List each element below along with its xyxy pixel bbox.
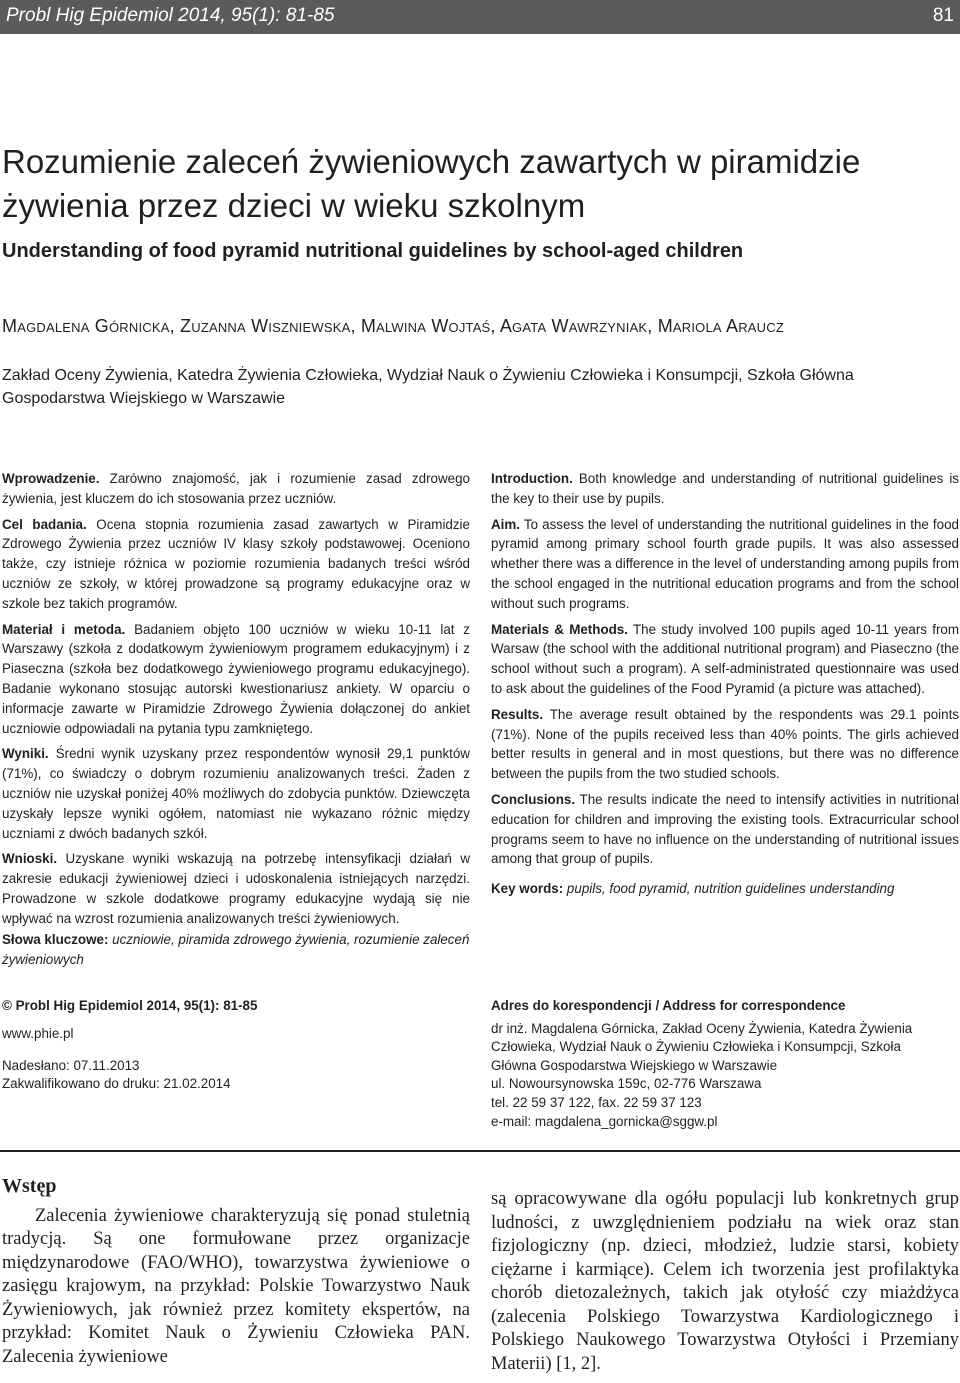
keywords-text: pupils, food pyramid, nutrition guidelines understanding [566, 881, 895, 897]
running-header [0, 0, 960, 34]
address-heading: Adres do korespondencji / Address for correspondence [491, 998, 846, 1013]
section-text: The average result obtained by the respondents was 29.1 points (71%). None of the pupils received less than 40% points. The girls achieved better results in general and in most questions, but there was no difference between the pupils from the two studied schools. [491, 706, 959, 782]
section-text: Średni wynik uzyskany przez respondentów wynosił 29,1 punktów (71%), co świadczy o dobrym rozumieniu analizowanych treści. Żaden z uczniów nie uzyskał poniżej 40% możliwych do zdobycia punktów. Dziewczęta uzyskały lepsze wyniki ogółem, natomiast nie wykazano różnic między uczniami z dwóch badanych szkół. [2, 746, 470, 841]
body-column-right [491, 1188, 959, 1376]
section-head: Wnioski. [2, 851, 58, 867]
email-link[interactable]: e-mail: magdalena_gornicka@sggw.pl [491, 1113, 718, 1129]
correspondence-address [491, 997, 956, 1131]
copyright-citation: © Probl Hig Epidemiol 2014, 95(1): 81-85 [2, 998, 258, 1013]
abstract-section [2, 744, 470, 843]
body-column-left [2, 1175, 470, 1369]
abstract-section [491, 515, 959, 614]
keywords-text: uczniowie, piramida zdrowego żywienia, rozumienie zaleceń żywieniowych [2, 932, 470, 967]
section-text: Badaniem objęto 100 uczniów w wieku 10-11 lat z Warszawy (szkoła z dodatkowym żywieniowym programem edukacyjnym) i z Piaseczna (szkoła bez dodatkowego żywieniowego programu edukacyjnego). Badanie wykonano stosując autorski kwestionariusz ankiety. W oparciu o informacje zawarte w Piramidzie Zdrowego Żywienia dołączonej do ankiet uczniowie odpowiadali na pytania typu zamkniętego. [2, 621, 471, 736]
section-head: Cel badania. [2, 516, 87, 532]
abstract-section [491, 469, 959, 509]
title-line-2: żywienia przez dzieci w wieku szkolnym [2, 187, 586, 224]
abstract-polish [2, 469, 470, 935]
publication-info [2, 997, 462, 1093]
keywords-english [491, 879, 959, 899]
keywords-head: Słowa kluczowe: [2, 932, 109, 947]
authors: Magdalena Górnicka, Zuzanna Wiszniewska, Malwina Wojtaś, Agata Wawrzyniak, Mariola Araucz [2, 316, 784, 336]
address-line: dr inż. Magdalena Górnicka, Zakład Oceny Żywienia, Katedra Żywienia [491, 1020, 913, 1036]
page-number: 81 [932, 5, 954, 26]
section-head: Materiał i metoda. [2, 621, 126, 637]
abstract-section [491, 705, 959, 784]
abstract-section [491, 790, 959, 869]
section-text: Uzyskane wyniki wskazują na potrzebę intensyfikacji działań w zakresie edukacji żywieniowej dzieci i udoskonalenia istniejących narzędzi. Prowadzone w szkole dodatkowe programy edukacyjne wydają się nie wpływać na wzrost rozumienia analizowanych treści żywieniowych. [2, 851, 470, 926]
article-subtitle: Understanding of food pyramid nutritional guidelines by school-aged children [2, 240, 744, 262]
abstract-section [491, 620, 959, 699]
section-head: Introduction. [491, 471, 573, 486]
abstract-section [2, 469, 470, 509]
section-text: The study involved 100 pupils aged 10-11 years from Warsaw (the school with the additional nutritional program) and Piaseczno (the school without such a program). A self-administrated questionnaire was used to ask about the guidelines of the Food Pyramid (a picture was attached). [491, 621, 960, 696]
submitted-date: Nadesłano: 07.11.2013 [2, 1058, 140, 1073]
title-line-1: Rozumienie zaleceń żywieniowych zawartych w piramidzie [2, 143, 861, 180]
abstract-section [2, 849, 470, 928]
abstract-section [2, 620, 470, 739]
address-line: tel. 22 59 37 122, fax. 22 59 37 123 [491, 1094, 702, 1110]
section-head: Aim. [491, 516, 521, 532]
section-head: Wprowadzenie. [2, 471, 100, 486]
address-line: Człowieka, Wydział Nauk o Żywieniu Człowieka i Konsumpcji, Szkoła [491, 1039, 901, 1055]
section-text: The results indicate the need to intensify activities in nutritional education for children and improving the existing tools. Extracurricular school programs seem to have no influence on the understanding of nutritional issues among that group of pupils. [491, 791, 959, 867]
body-paragraph: Zalecenia żywieniowe charakteryzują się ponad stuletnią tradycją. Są one formułowane przez organizacje międzynarodowe (FAO/WHO), towarzystwa żywieniowe o zasięgu krajowym, na przykład: Polskie Towarzystwo Nauk Żywieniowych, jak również przez komitety ekspertów, na przykład: Komitet Nauk o Żywieniu Człowieka PAN. Zalecenia żywieniowe [2, 1205, 470, 1367]
accepted-date: Zakwalifikowano do druku: 21.02.2014 [2, 1076, 231, 1091]
website-link[interactable]: www.phie.pl [2, 1026, 74, 1041]
section-text: Ocena stopnia rozumienia zasad zawartych w Piramidzie Zdrowego Żywienia przez uczniów IV klasy szkoły podstawowej. Oceniono także, czy istnieje różnica w poziomie rozumienia badanych treści wśród uczniów ze szkoły, w której prowadzone są programy edukacyjne oraz w szkole bez takich programów. [2, 516, 470, 611]
abstract-english [491, 469, 959, 899]
article-title [2, 140, 958, 228]
journal-citation: Probl Hig Epidemiol 2014, 95(1): 81-85 [6, 5, 335, 26]
address-line: ul. Nowoursynowska 159c, 02-776 Warszawa [491, 1076, 762, 1092]
section-head: Materials & Methods. [491, 621, 628, 637]
section-heading: Wstęp [2, 1175, 57, 1197]
affiliation: Zakład Oceny Żywienia, Katedra Żywienia Człowieka, Wydział Nauk o Żywieniu Człowieka i Konsumpcji, Szkoła Główna Gospodarstwa Wiejskiego w Warszawie [2, 367, 854, 407]
section-text: Zarówno znajomość, jak i rozumienie zasad zdrowego żywienia, jest kluczem do ich stosowania przez uczniów. [2, 471, 470, 506]
section-text: To assess the level of understanding the nutritional guidelines in the food pyramid among primary school fourth grade pupils. It was also assessed whether there was a difference in the level of understanding among pupils from the school engaged in the nutritional education programs and from the school without such programs. [491, 516, 959, 611]
body-paragraph: są opracowywane dla ogółu populacji lub konkretnych grup ludności, z uwzględnieniem podziału na wiek oraz stan fizjologiczny (np. dzieci, młodzież, ludzie starsi, kobiety ciężarne i karmiące). Celem ich tworzenia jest profilaktyka chorób dietozależnych, takich jak otyłość czy miażdżyca (zalecenia Polskiego Towarzystwa Kardiologicznego i Polskiego Naukowego Towarzystwa Otyłości i Przemiany Materii) [1, 2]. [491, 1189, 959, 1374]
section-head: Results. [491, 706, 544, 722]
section-divider [0, 1150, 960, 1152]
section-head: Conclusions. [491, 791, 576, 807]
section-head: Wyniki. [2, 746, 49, 762]
section-text: Both knowledge and understanding of nutritional guidelines is the key to their use by pupils. [491, 471, 959, 506]
keywords-polish [2, 930, 470, 970]
keywords-head: Key words: [491, 881, 564, 897]
abstract-section [2, 515, 470, 614]
address-line: Główna Gospodarstwa Wiejskiego w Warszawie [491, 1057, 778, 1073]
